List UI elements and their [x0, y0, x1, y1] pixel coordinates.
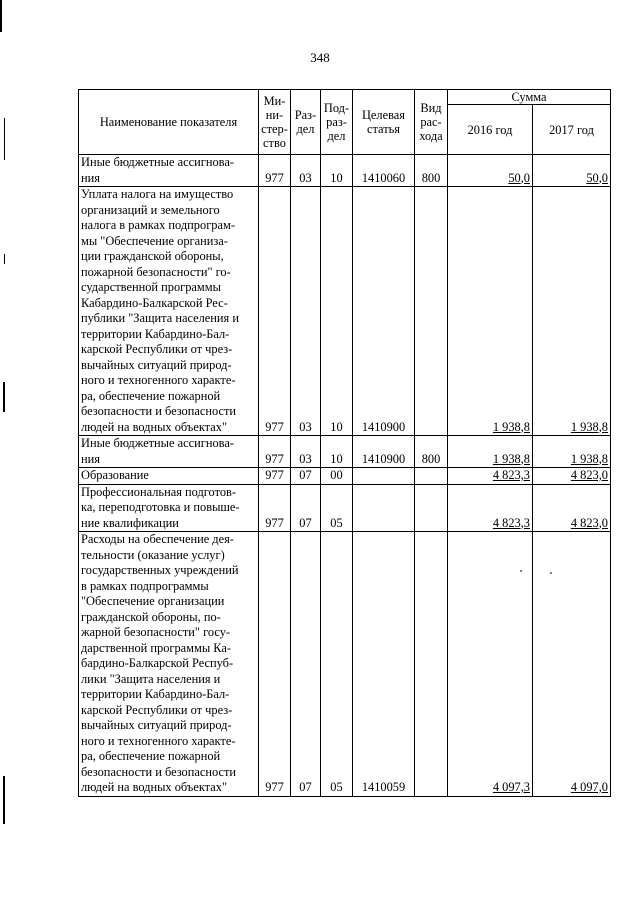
- row-target: 1410060: [353, 155, 415, 187]
- row-2016: 4 823,3: [492, 515, 530, 530]
- row-target: 1410900: [353, 436, 415, 468]
- row-expense-type: [415, 187, 448, 436]
- row-name: Расходы на обеспечение дея- тельности (оказание услуг) государственных учреждений в рамках подпрограммы "Обеспечение организации гражданской обороны, по- жарной безопасности" госу- дарственной программы Ка- бардино-Балкарской Респуб- лики "Защита населения и территории Кабардино-Бал- карской Республики от чрез- вычайных ситуаций природ- ного и техногенного характе- ра, обеспечение пожарной безопасности и безопасности людей на водных объектах": [79, 532, 259, 797]
- row-subsection: 10: [321, 155, 353, 187]
- row-name: Иные бюджетные ассигнова- ния: [79, 436, 259, 468]
- row-2017: 1 938,8: [570, 419, 608, 434]
- margin-mark: [3, 382, 5, 412]
- row-2017: 1 938,8: [570, 451, 608, 466]
- margin-mark: [0, 0, 2, 32]
- row-2016: 50,0: [508, 170, 530, 185]
- col-header-name: Наименование показателя: [79, 90, 259, 155]
- table-row: [79, 187, 611, 436]
- margin-mark: [4, 254, 5, 264]
- row-expense-type: [415, 468, 448, 485]
- row-target: [353, 484, 415, 532]
- col-header-2016: 2016 год: [448, 105, 533, 155]
- page-number: 348: [310, 50, 330, 65]
- row-section: 03: [291, 436, 321, 468]
- row-section: 03: [291, 155, 321, 187]
- row-expense-type: [415, 532, 448, 797]
- table-row: [79, 468, 611, 485]
- table-row: [79, 484, 611, 532]
- row-ministry: 977: [259, 532, 291, 797]
- col-header-target: Целевая статья: [353, 90, 415, 155]
- row-ministry: 977: [259, 484, 291, 532]
- table-row: [79, 532, 611, 797]
- row-section: 07: [291, 484, 321, 532]
- col-header-expense-type: Вид рас- хода: [415, 90, 448, 155]
- row-expense-type: 800: [415, 155, 448, 187]
- row-ministry: 977: [259, 155, 291, 187]
- row-ministry: 977: [259, 436, 291, 468]
- row-subsection: 05: [321, 532, 353, 797]
- row-2016: 4 097,3: [492, 780, 530, 794]
- row-section: 03: [291, 187, 321, 436]
- row-2017: 4 823,0: [570, 515, 608, 530]
- row-expense-type: 800: [415, 436, 448, 468]
- row-2017: 4 823,0: [570, 468, 608, 482]
- table-row: [79, 436, 611, 468]
- row-expense-type: [415, 484, 448, 532]
- col-header-2017: 2017 год: [533, 105, 611, 155]
- row-name: Образование: [79, 468, 259, 485]
- col-header-sum: Сумма: [448, 90, 611, 105]
- row-2017: 50,0: [586, 170, 608, 185]
- row-ministry: 977: [259, 187, 291, 436]
- row-2016: 4 823,3: [492, 468, 530, 482]
- col-header-section: Раз- дел: [291, 90, 321, 155]
- col-header-subsection: Под- раз- дел: [321, 90, 353, 155]
- header-row: [79, 90, 611, 105]
- row-2016: 1 938,8: [492, 451, 530, 466]
- row-subsection: 00: [321, 468, 353, 485]
- col-header-ministry: Ми- ни- стер- ство: [259, 90, 291, 155]
- row-subsection: 05: [321, 484, 353, 532]
- row-target: 1410900: [353, 187, 415, 436]
- row-target: 1410059: [353, 532, 415, 797]
- row-section: 07: [291, 468, 321, 485]
- row-name: Профессиональная подготов- ка, переподготовка и повыше- ние квалификации: [79, 484, 259, 532]
- row-subsection: 10: [321, 436, 353, 468]
- row-name: Уплата налога на имущество организаций и земельного налога в рамках подпрограм- мы "Обеспечение организа- ции гражданской обороны, пожарной безопасности" го- сударственной программы Кабардино-Балкарской Рес- публики "Защита населения и территории Кабардино-Бал- карской Республики от чрез- вычайных ситуаций природ- ного и техногенного характе- ра, обеспечение пожарной безопасности и безопасности людей на водных объектах": [79, 187, 259, 436]
- margin-mark: [4, 118, 5, 160]
- row-section: 07: [291, 532, 321, 797]
- margin-mark: [3, 776, 5, 824]
- table-row: [79, 155, 611, 187]
- row-2016: 1 938,8: [492, 419, 530, 434]
- row-target: [353, 468, 415, 485]
- row-2017: 4 097,0: [570, 780, 608, 794]
- row-name: Иные бюджетные ассигнова- ния: [79, 155, 259, 187]
- budget-table: [78, 89, 611, 797]
- row-ministry: 977: [259, 468, 291, 485]
- row-subsection: 10: [321, 187, 353, 436]
